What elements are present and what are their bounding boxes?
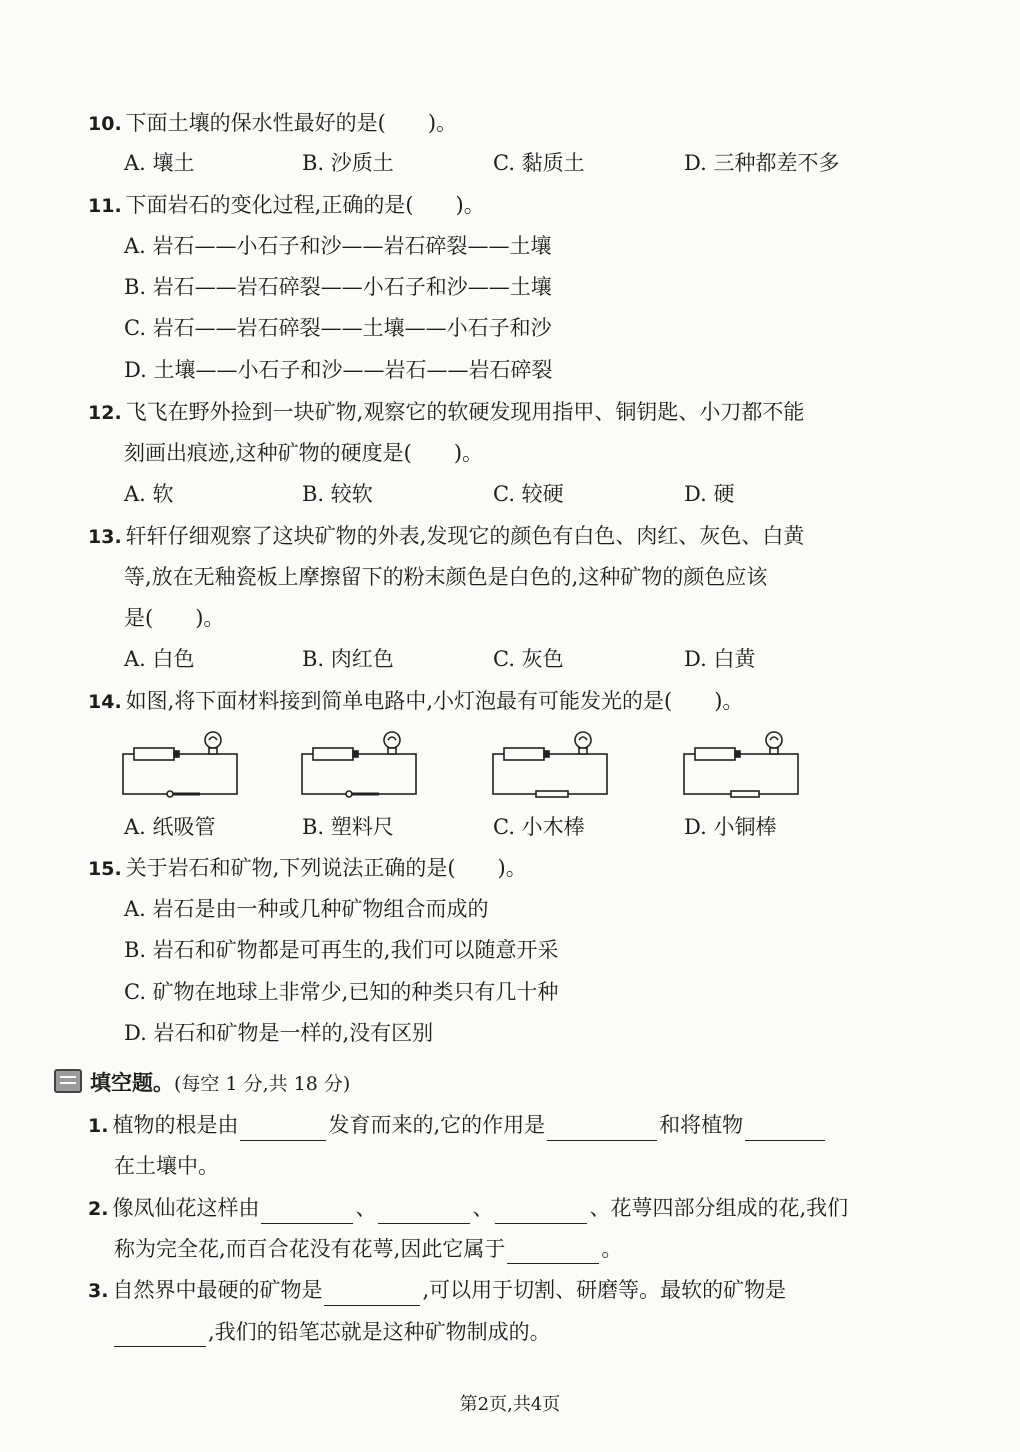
- text-segment: 植物的根是由: [112, 1113, 239, 1137]
- section-note: (每空 1 分,共 18 分): [174, 1073, 351, 1095]
- answer-blank[interactable]: [261, 1201, 353, 1224]
- option-a[interactable]: A. 纸吸管: [124, 815, 216, 839]
- fill-question-2: [88, 1193, 848, 1224]
- option-a[interactable]: A. 白色: [124, 647, 195, 671]
- question-stem: 如图,将下面材料接到简单电路中,小灯泡最有可能发光的是( )。: [125, 689, 744, 713]
- option-c[interactable]: C. 黏质土: [493, 151, 585, 175]
- text-segment: 、: [355, 1196, 377, 1220]
- question-number: 12.: [88, 402, 122, 424]
- section-title: 填空题。: [90, 1071, 174, 1095]
- fill-question-3-line2: [114, 1317, 551, 1347]
- option-c[interactable]: C. 灰色: [493, 647, 564, 671]
- question-number: 11.: [88, 195, 122, 217]
- option-d[interactable]: D. 三种都差不多: [684, 151, 840, 175]
- question-11: [88, 190, 485, 221]
- option-a[interactable]: A. 岩石——小石子和沙——岩石碎裂——土壤: [124, 234, 552, 258]
- option-a[interactable]: A. 岩石是由一种或几种矿物组合而成的: [124, 897, 489, 921]
- question-number: 13.: [88, 526, 122, 548]
- question-14: [88, 686, 743, 717]
- section-header: [54, 1068, 350, 1099]
- answer-blank[interactable]: [547, 1118, 657, 1141]
- option-a[interactable]: A. 壤土: [124, 151, 195, 175]
- answer-blank[interactable]: [378, 1201, 470, 1224]
- option-b[interactable]: B. 塑料尺: [302, 815, 394, 839]
- option-d[interactable]: D. 硬: [684, 482, 735, 506]
- text-segment: 称为完全花,而百合花没有花萼,因此它属于: [114, 1237, 506, 1261]
- option-b[interactable]: B. 岩石——岩石碎裂——小石子和沙——土壤: [124, 275, 552, 299]
- answer-blank[interactable]: [240, 1118, 326, 1141]
- question-number: 14.: [88, 691, 122, 713]
- question-number: 3.: [88, 1280, 109, 1302]
- question-stem-line: 刻画出痕迹,这种矿物的硬度是( )。: [124, 441, 484, 465]
- option-d[interactable]: D. 土壤——小石子和沙——岩石——岩石碎裂: [124, 358, 553, 382]
- fill-question-3: [88, 1275, 786, 1306]
- circuit-diagram-b: [297, 728, 421, 802]
- question-number: 1.: [88, 1115, 109, 1137]
- question-number: 10.: [88, 113, 122, 135]
- option-b[interactable]: B. 肉红色: [302, 647, 394, 671]
- option-b[interactable]: B. 沙质土: [302, 151, 394, 175]
- question-stem: 下面岩石的变化过程,正确的是( )。: [125, 193, 485, 217]
- question-stem: 下面土壤的保水性最好的是( )。: [125, 111, 458, 135]
- question-stem-line: 是( )。: [124, 606, 225, 630]
- question-13: [88, 521, 804, 552]
- section-list-icon: [54, 1069, 82, 1093]
- option-d[interactable]: D. 白黄: [684, 647, 756, 671]
- question-stem-line: 飞飞在野外捡到一块矿物,观察它的软硬发现用指甲、铜钥匙、小刀都不能: [125, 400, 805, 424]
- option-c[interactable]: C. 小木棒: [493, 815, 585, 839]
- page-footer: 第2页,共4页: [459, 1394, 561, 1415]
- question-number: 2.: [88, 1198, 109, 1220]
- text-segment: 。: [601, 1237, 623, 1261]
- text-segment: 和将植物: [659, 1113, 744, 1137]
- text-segment: 像凤仙花这样由: [112, 1196, 260, 1220]
- circuit-diagram-c: [488, 728, 612, 802]
- answer-blank[interactable]: [114, 1324, 206, 1347]
- text-segment: 、: [472, 1196, 494, 1220]
- answer-blank[interactable]: [324, 1283, 420, 1306]
- answer-blank[interactable]: [495, 1201, 587, 1224]
- question-stem-line: 等,放在无釉瓷板上摩擦留下的粉末颜色是白色的,这种矿物的颜色应该: [124, 565, 768, 589]
- option-b[interactable]: B. 较软: [302, 482, 373, 506]
- text-segment: 、花萼四部分组成的花,我们: [589, 1196, 849, 1220]
- text-segment: 在土壤中。: [114, 1154, 219, 1178]
- fill-question-2-line2: [114, 1234, 622, 1264]
- option-a[interactable]: A. 软: [124, 482, 174, 506]
- question-12: [88, 397, 804, 428]
- fill-question-1: [88, 1110, 827, 1141]
- question-10: [88, 108, 457, 139]
- circuit-diagram-d: [679, 728, 803, 802]
- question-stem: 关于岩石和矿物,下列说法正确的是( )。: [125, 856, 527, 880]
- question-15: [88, 853, 527, 884]
- option-d[interactable]: D. 小铜棒: [684, 815, 777, 839]
- option-c[interactable]: C. 矿物在地球上非常少,已知的种类只有几十种: [124, 980, 559, 1004]
- question-stem-line: 轩轩仔细观察了这块矿物的外表,发现它的颜色有白色、肉红、灰色、白黄: [125, 524, 805, 548]
- option-b[interactable]: B. 岩石和矿物都是可再生的,我们可以随意开采: [124, 938, 559, 962]
- option-c[interactable]: C. 较硬: [493, 482, 564, 506]
- question-number: 15.: [88, 858, 122, 880]
- option-d[interactable]: D. 岩石和矿物是一样的,没有区别: [124, 1021, 434, 1045]
- text-segment: 发育而来的,它的作用是: [328, 1113, 546, 1137]
- answer-blank[interactable]: [507, 1241, 599, 1264]
- circuit-diagram-a: [118, 728, 242, 802]
- text-segment: ,我们的铅笔芯就是这种矿物制成的。: [208, 1320, 551, 1344]
- option-c[interactable]: C. 岩石——岩石碎裂——土壤——小石子和沙: [124, 316, 552, 340]
- answer-blank[interactable]: [745, 1118, 825, 1141]
- text-segment: ,可以用于切割、研磨等。最软的矿物是: [422, 1278, 787, 1302]
- text-segment: 自然界中最硬的矿物是: [112, 1278, 323, 1302]
